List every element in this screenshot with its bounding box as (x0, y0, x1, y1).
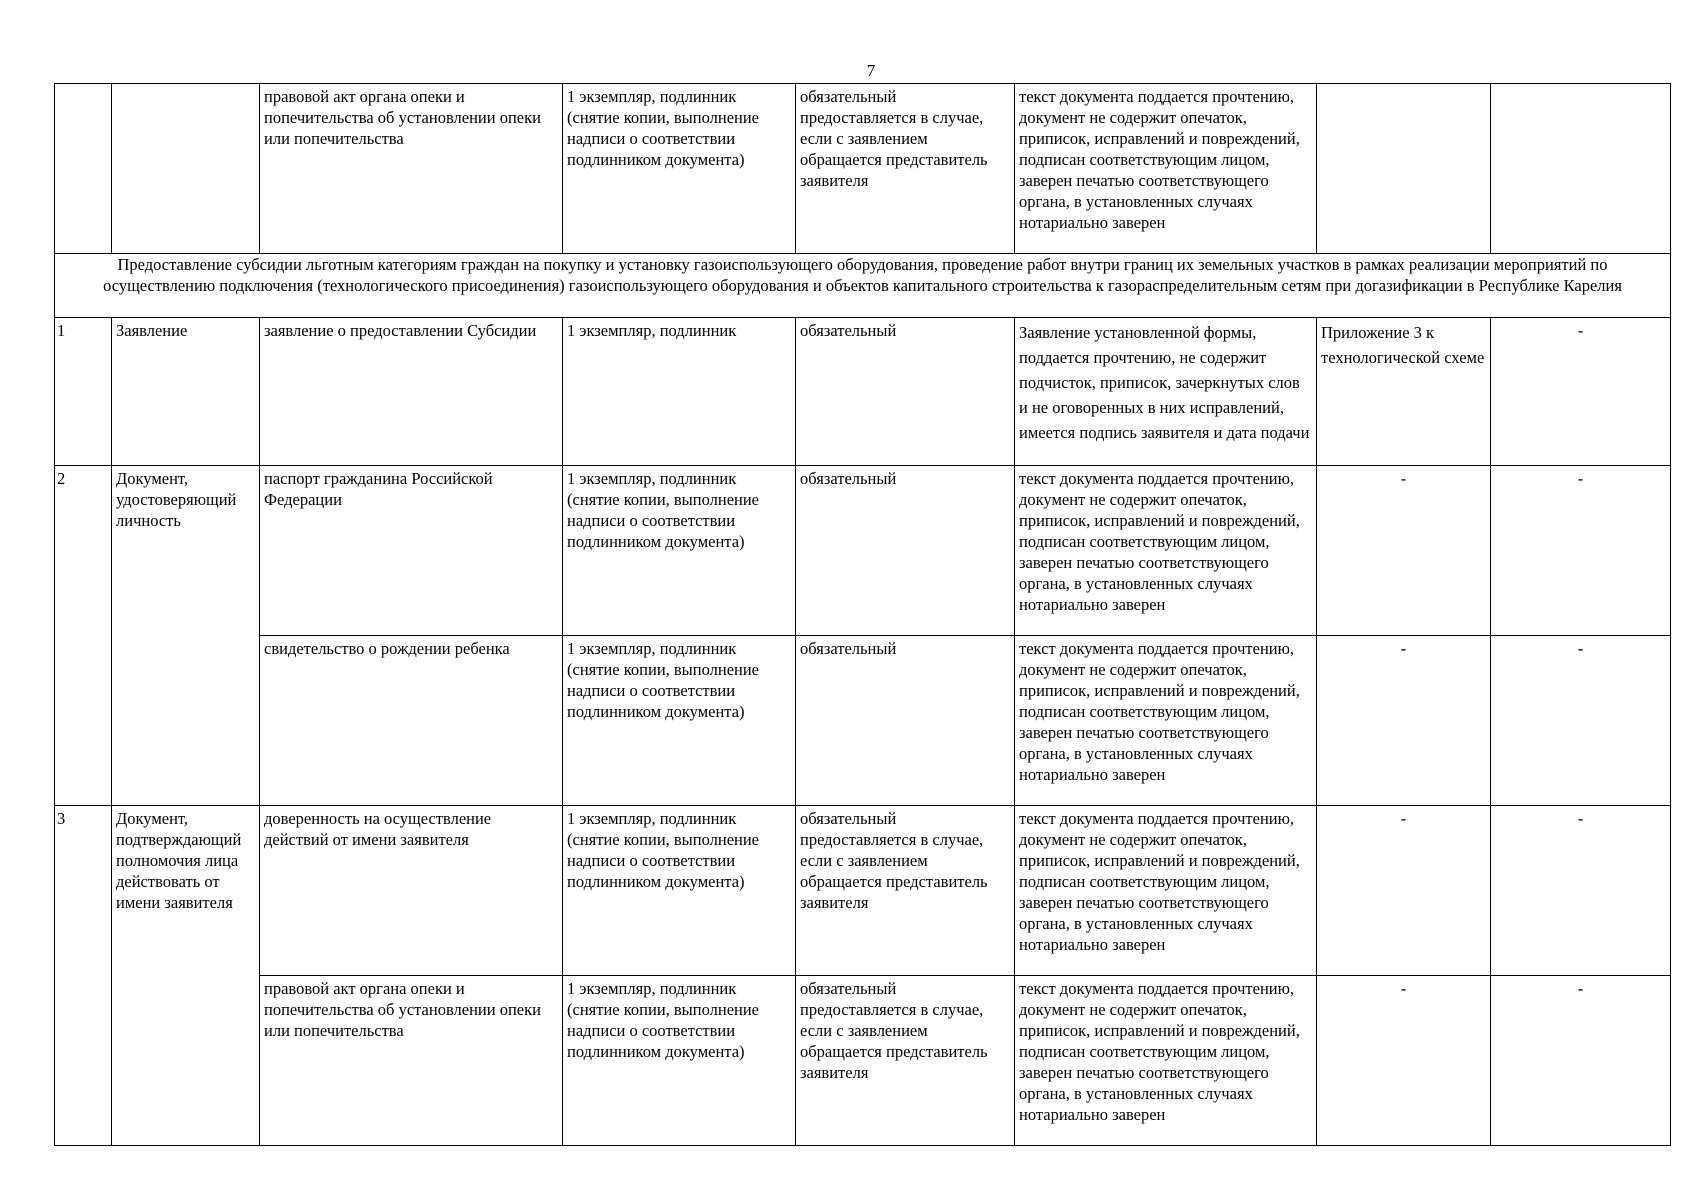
cell-copies: 1 экземпляр, подлинник (563, 318, 796, 466)
table-row (55, 806, 1671, 976)
cell-document: свидетельство о рождении ребенка (260, 636, 563, 806)
cell-requirements: текст документа поддается прочтению, документ не содержит опечаток, приписок, исправлений и повреждений, подписан соответствующим лицом, заверен печатью соответствующего органа, в установленных случаях нотариально заверен (1015, 466, 1317, 636)
cell-category (112, 84, 260, 254)
cell-condition: обязательный (796, 318, 1015, 466)
cell-num (55, 84, 112, 254)
table-row (55, 976, 1671, 1146)
cell-num: 1 (55, 318, 112, 466)
cell-document: заявление о предоставлении Субсидии (260, 318, 563, 466)
cell-sample: - (1491, 806, 1671, 976)
cell-form: - (1317, 636, 1491, 806)
cell-condition: обязательный (796, 636, 1015, 806)
cell-copies: 1 экземпляр, подлинник (снятие копии, выполнение надписи о соответствии подлинником документа) (563, 466, 796, 636)
cell-category: Документ, удостоверяющий личность (112, 466, 260, 806)
cell-document: правовой акт органа опеки и попечительства об установлении опеки или попечительства (260, 976, 563, 1146)
table-row (55, 318, 1671, 466)
cell-requirements: текст документа поддается прочтению, документ не содержит опечаток, приписок, исправлений и повреждений, подписан соответствующим лицом, заверен печатью соответствующего органа, в установленных случаях нотариально заверен (1015, 636, 1317, 806)
cell-condition: обязательный предоставляется в случае, если с заявлением обращается представитель заявителя (796, 84, 1015, 254)
cell-sample: - (1491, 466, 1671, 636)
table-row (55, 636, 1671, 806)
cell-form: - (1317, 466, 1491, 636)
table-row (55, 466, 1671, 636)
cell-sample: - (1491, 318, 1671, 466)
documents-table (54, 83, 1671, 1146)
cell-category: Заявление (112, 318, 260, 466)
cell-copies: 1 экземпляр, подлинник (снятие копии, выполнение надписи о соответствии подлинником документа) (563, 976, 796, 1146)
page-number: 7 (866, 61, 876, 80)
cell-form: - (1317, 976, 1491, 1146)
cell-copies: 1 экземпляр, подлинник (снятие копии, выполнение надписи о соответствии подлинником документа) (563, 84, 796, 254)
cell-copies: 1 экземпляр, подлинник (снятие копии, выполнение надписи о соответствии подлинником документа) (563, 806, 796, 976)
cell-category: Документ, подтверждающий полномочия лица действовать от имени заявителя (112, 806, 260, 1146)
table-row (55, 84, 1671, 254)
cell-sample (1491, 84, 1671, 254)
cell-num: 3 (55, 806, 112, 1146)
cell-sample: - (1491, 636, 1671, 806)
cell-num: 2 (55, 466, 112, 806)
cell-document: правовой акт органа опеки и попечительства об установлении опеки или попечительства (260, 84, 563, 254)
cell-condition: обязательный предоставляется в случае, если с заявлением обращается представитель заявителя (796, 806, 1015, 976)
cell-requirements: текст документа поддается прочтению, документ не содержит опечаток, приписок, исправлений и повреждений, подписан соответствующим лицом, заверен печатью соответствующего органа, в установленных случаях нотариально заверен (1015, 976, 1317, 1146)
cell-requirements: текст документа поддается прочтению, документ не содержит опечаток, приписок, исправлений и повреждений, подписан соответствующим лицом, заверен печатью соответствующего органа, в установленных случаях нотариально заверен (1015, 806, 1317, 976)
cell-requirements: текст документа поддается прочтению, документ не содержит опечаток, приписок, исправлений и повреждений, подписан соответствующим лицом, заверен печатью соответствующего органа, в установленных случаях нотариально заверен (1015, 84, 1317, 254)
cell-condition: обязательный (796, 466, 1015, 636)
section-title: Предоставление субсидии льготным категориям граждан на покупку и установку газоиспользующего оборудования, проведение работ внутри границ их земельных участков в рамках реализации мероприятий по осуществлению подключения (технологического присоединения) газоиспользующего оборудования и объектов капитального строительства к газораспределительным сетям при догазификации в Республике Карелия (55, 254, 1671, 318)
cell-document: паспорт гражданина Российской Федерации (260, 466, 563, 636)
cell-form: - (1317, 806, 1491, 976)
cell-form: Приложение 3 к технологической схеме (1317, 318, 1491, 466)
section-row (55, 254, 1671, 318)
cell-sample: - (1491, 976, 1671, 1146)
cell-condition: обязательный предоставляется в случае, если с заявлением обращается представитель заявителя (796, 976, 1015, 1146)
cell-requirements: Заявление установленной формы, поддается прочтению, не содержит подчисток, приписок, зачеркнутых слов и не оговоренных в них исправлений, имеется подпись заявителя и дата подачи (1015, 318, 1317, 466)
cell-document: доверенность на осуществление действий от имени заявителя (260, 806, 563, 976)
cell-form (1317, 84, 1491, 254)
cell-copies: 1 экземпляр, подлинник (снятие копии, выполнение надписи о соответствии подлинником документа) (563, 636, 796, 806)
